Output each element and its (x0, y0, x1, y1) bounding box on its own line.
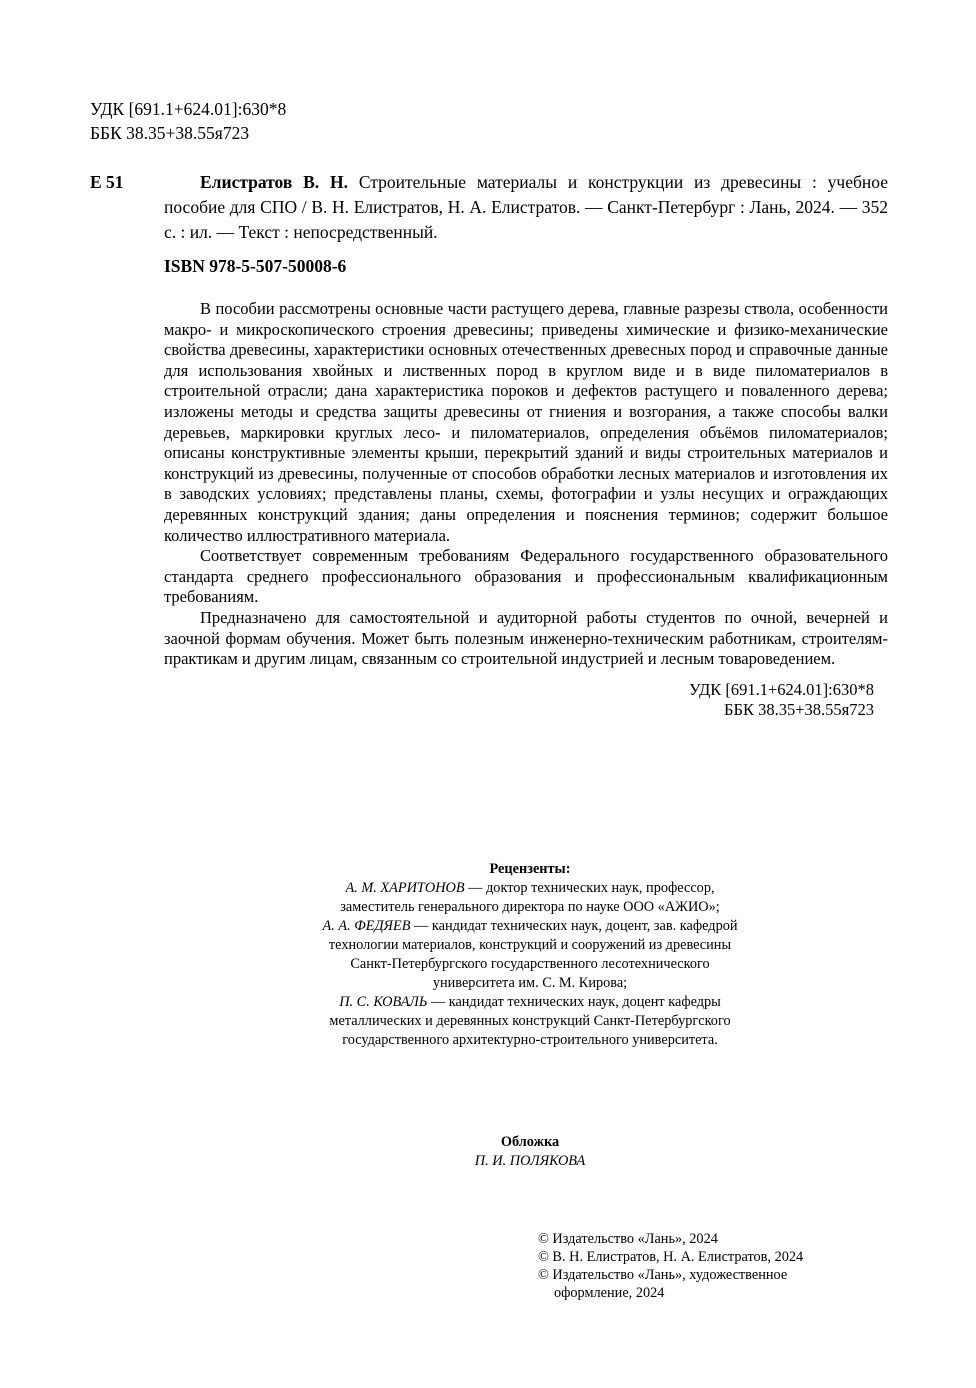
reviewer (180, 917, 880, 936)
reviewer-info: — доктор технических наук, профессор, (464, 880, 715, 896)
reviewer-info: — кандидат технических наук, доцент кафедры (427, 994, 721, 1010)
copyright-line: © Издательство «Лань», 2024 (538, 1231, 718, 1247)
cover-designer: П. И. ПОЛЯКОВА (474, 1153, 586, 1169)
reviewer-name: П. С. КОВАЛЬ (339, 994, 428, 1010)
reviewer-info-line: металлических и деревянных конструкций Санкт-Петербургского (329, 1013, 731, 1029)
copyright-block (538, 1230, 803, 1302)
udc-code: УДК [691.1+624.01]:630*8 (688, 679, 874, 699)
bibliographic-description (164, 170, 888, 245)
copyright-line: © Издательство «Лань», художественное (538, 1267, 788, 1283)
copyright-line: © В. Н. Елистратов, Н. А. Елистратов, 2024 (538, 1249, 804, 1265)
reviewer-info-line: Санкт-Петербургского государственного лесотехнического (350, 956, 710, 972)
annotation-classification (164, 680, 888, 720)
cover-credit (180, 1133, 880, 1171)
cover-title: Обложка (500, 1134, 560, 1150)
bbk-code: ББК 38.35+38.55я723 (90, 123, 250, 143)
author-mark: Е 51 (90, 172, 124, 192)
reviewers-block (180, 860, 880, 1050)
reviewer-name: А. М. ХАРИТОНОВ (345, 880, 465, 896)
udc-code: УДК [691.1+624.01]:630*8 (90, 99, 287, 119)
annotation (164, 299, 888, 720)
bibliographic-entry (90, 170, 888, 720)
reviewer-info-line: заместитель генерального директора по науке ООО «АЖИО»; (340, 899, 720, 915)
author-name: Елистратов В. Н. (200, 172, 348, 192)
bbk-code: ББК 38.35+38.55я723 (724, 699, 874, 719)
isbn: ISBN 978-5-507-50008-6 (164, 256, 347, 276)
header-classification (90, 97, 286, 145)
annotation-paragraph: Предназначено для самостоятельной и аудиторной работы студентов по очной, вечерней и заочной формам обучения. Может быть полезным инженерно-техническим работникам, строителям-практикам и другим лицам, связанным со строительной индустрией и лесным товароведением. (164, 607, 888, 669)
reviewers-title: Рецензенты: (489, 861, 571, 877)
annotation-paragraph: Соответствует современным требованиям Федерального государственного образовательного стандарта среднего профессионального образования и профессиональным квалификационным требованиям. (164, 546, 888, 607)
annotation-paragraph: В пособии рассмотрены основные части растущего дерева, главные разрезы ствола, особенности макро- и микроскопического строения древесины; приведены химические и физико-механические свойства древесины, характеристики основных отечественных древесных пород и справочные данные для использования хвойных и лиственных пород в круглом виде и в виде пиломатериалов в строительной отрасли; дана характеристика пороков и дефектов растущего и поваленного дерева; изложены методы и средства защиты древесины от гниения и возгорания, а также способы валки деревьев, маркировки круглых лесо- и пиломатериалов, определения объёмов пиломатериалов; описаны конструктивные элементы крыши, перекрытий зданий и виды строительных материалов и конструкций из древесины, полученные от способов обработки лесных материалов и изготовления их в заводских условиях; представлены планы, схемы, фотографии и узлы несущих и ограждающих деревянных конструкций здания; даны определения и пояснения терминов; содержит большое количество иллюстративного материала. (164, 299, 888, 545)
reviewer-info-line: университета им. С. М. Кирова; (432, 975, 628, 991)
reviewer-info-line: технологии материалов, конструкций и сооружений из древесины (328, 937, 732, 953)
reviewer (180, 879, 880, 898)
reviewer-info: — кандидат технических наук, доцент, зав. кафедрой (410, 918, 738, 934)
reviewer-name: А. А. ФЕДЯЕВ (322, 918, 411, 934)
reviewer (180, 993, 880, 1012)
copyright-line: оформление, 2024 (554, 1285, 665, 1301)
bibliographic-text: Строительные материалы и конструкции из древесины : учебное пособие для СПО / В. Н. Елистратов, Н. А. Елистратов. — Санкт-Петербург : Лань, 2024. — 352 с. : ил. — Текст : непосредственный. (164, 172, 888, 242)
reviewer-info-line: государственного архитектурно-строительного университета. (342, 1032, 718, 1048)
